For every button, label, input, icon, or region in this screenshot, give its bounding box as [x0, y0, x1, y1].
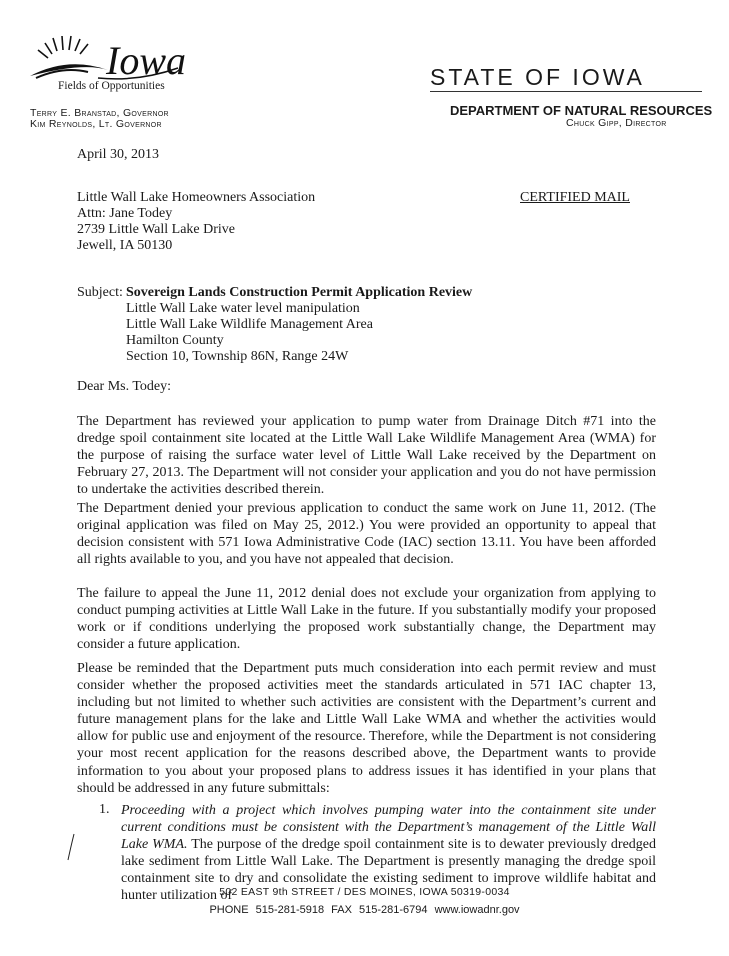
salutation: Dear Ms. Todey:: [77, 379, 172, 394]
recipient-line-1: Little Wall Lake Homeowners Association: [77, 190, 316, 205]
director-line: Chuck Gipp, Director: [566, 117, 667, 129]
subject-line-2: Little Wall Lake Wildlife Management Area: [126, 317, 373, 332]
list-item-heading: Proceeding with a project which involves pumping water into the containment site under current conditions must be consistent with the Department’s management of the Little Wall Lake WMA.: [121, 803, 656, 853]
body-paragraph-3: The failure to appeal the June 11, 2012 denial does not exclude your organization from applying to conduct pumping activities at Little Wall Lake in the future. If you substantially modify your proposed work or if conditions underlying the proposed work substantially change, the Department may consider a future application.: [77, 586, 656, 653]
state-title: STATE OF IOWA: [430, 64, 645, 90]
list-item-number: 1.: [99, 802, 110, 817]
body-paragraph-2: The Department denied your previous application to conduct the same work on June 11, 2012. (The original application was filed on May 25, 2012.) You were provided an opportunity to appeal that decision consistent with 571 Iowa Administrative Code (IAC) section 13.11. You have been afforded all rights available to you, and you have not appealed that decision.: [77, 501, 656, 568]
department-name: DEPARTMENT OF NATURAL RESOURCES: [450, 103, 713, 118]
subject-title: Sovereign Lands Construction Permit Application Review: [126, 285, 473, 300]
list-item-body: The purpose of the dredge spoil containment site is to dewater previously dredged lake sediment from Little Wall Lake. The Department is presently managing the dredge spoil containment site to dry and consolidate the existing sediment to improve wildlife habitat and hunter utilization of: [121, 837, 656, 904]
subject-line-3: Hamilton County: [126, 333, 224, 348]
header-rule: [430, 91, 702, 92]
footer-contact: PHONE 515-281-5918 FAX 515-281-6794 www.iowadnr.gov: [209, 904, 520, 916]
governor-line: Terry E. Branstad, Governor: [30, 107, 169, 119]
logo-wordmark: Iowa: [106, 38, 186, 83]
certified-mail-label: CERTIFIED MAIL: [520, 190, 630, 205]
body-paragraph-4: Please be reminded that the Department puts much consideration into each permit review and must consider whether the proposed activities meet the standards articulated in 571 IAC chapter 13, including but not limited to whether such activities are consistent with the Department’s current and future management plans for the lake and Little Wall Lake WMA and whether the activities would allow for public use and enjoyment of the resource. Therefore, while the Department is not considering your most recent application for the reasons described above, the Department wants to provide information to you about your proposed plans to address issues it has identified in your plans that should be addressed in any future submittals:: [77, 661, 656, 796]
logo-tagline: Fields of Opportunities: [58, 80, 165, 92]
recipient-line-3: 2739 Little Wall Lake Drive: [77, 222, 236, 237]
recipient-line-2: Attn: Jane Todey: [77, 206, 173, 221]
subject-line-4: Section 10, Township 86N, Range 24W: [126, 349, 349, 364]
lt-governor-line: Kim Reynolds, Lt. Governor: [30, 118, 162, 130]
footer-address: 502 EAST 9th STREET / DES MOINES, IOWA 50319-0034: [219, 886, 510, 898]
body-paragraph-1: The Department has reviewed your application to pump water from Drainage Ditch #71 into the dredge spoil containment site located at the Little Wall Lake Wildlife Management Area (WMA) for the purpose of raising the surface water level of Little Wall Lake received by the Department on February 27, 2013. The Department will not consider your application and you do not have permission to undertake the activities described therein.: [77, 414, 656, 498]
subject-label: Subject:: [77, 285, 123, 300]
pen-mark-icon: [64, 832, 78, 862]
letter-date: April 30, 2013: [77, 147, 160, 162]
recipient-line-4: Jewell, IA 50130: [77, 238, 173, 253]
subject-line-1: Little Wall Lake water level manipulation: [126, 301, 360, 316]
